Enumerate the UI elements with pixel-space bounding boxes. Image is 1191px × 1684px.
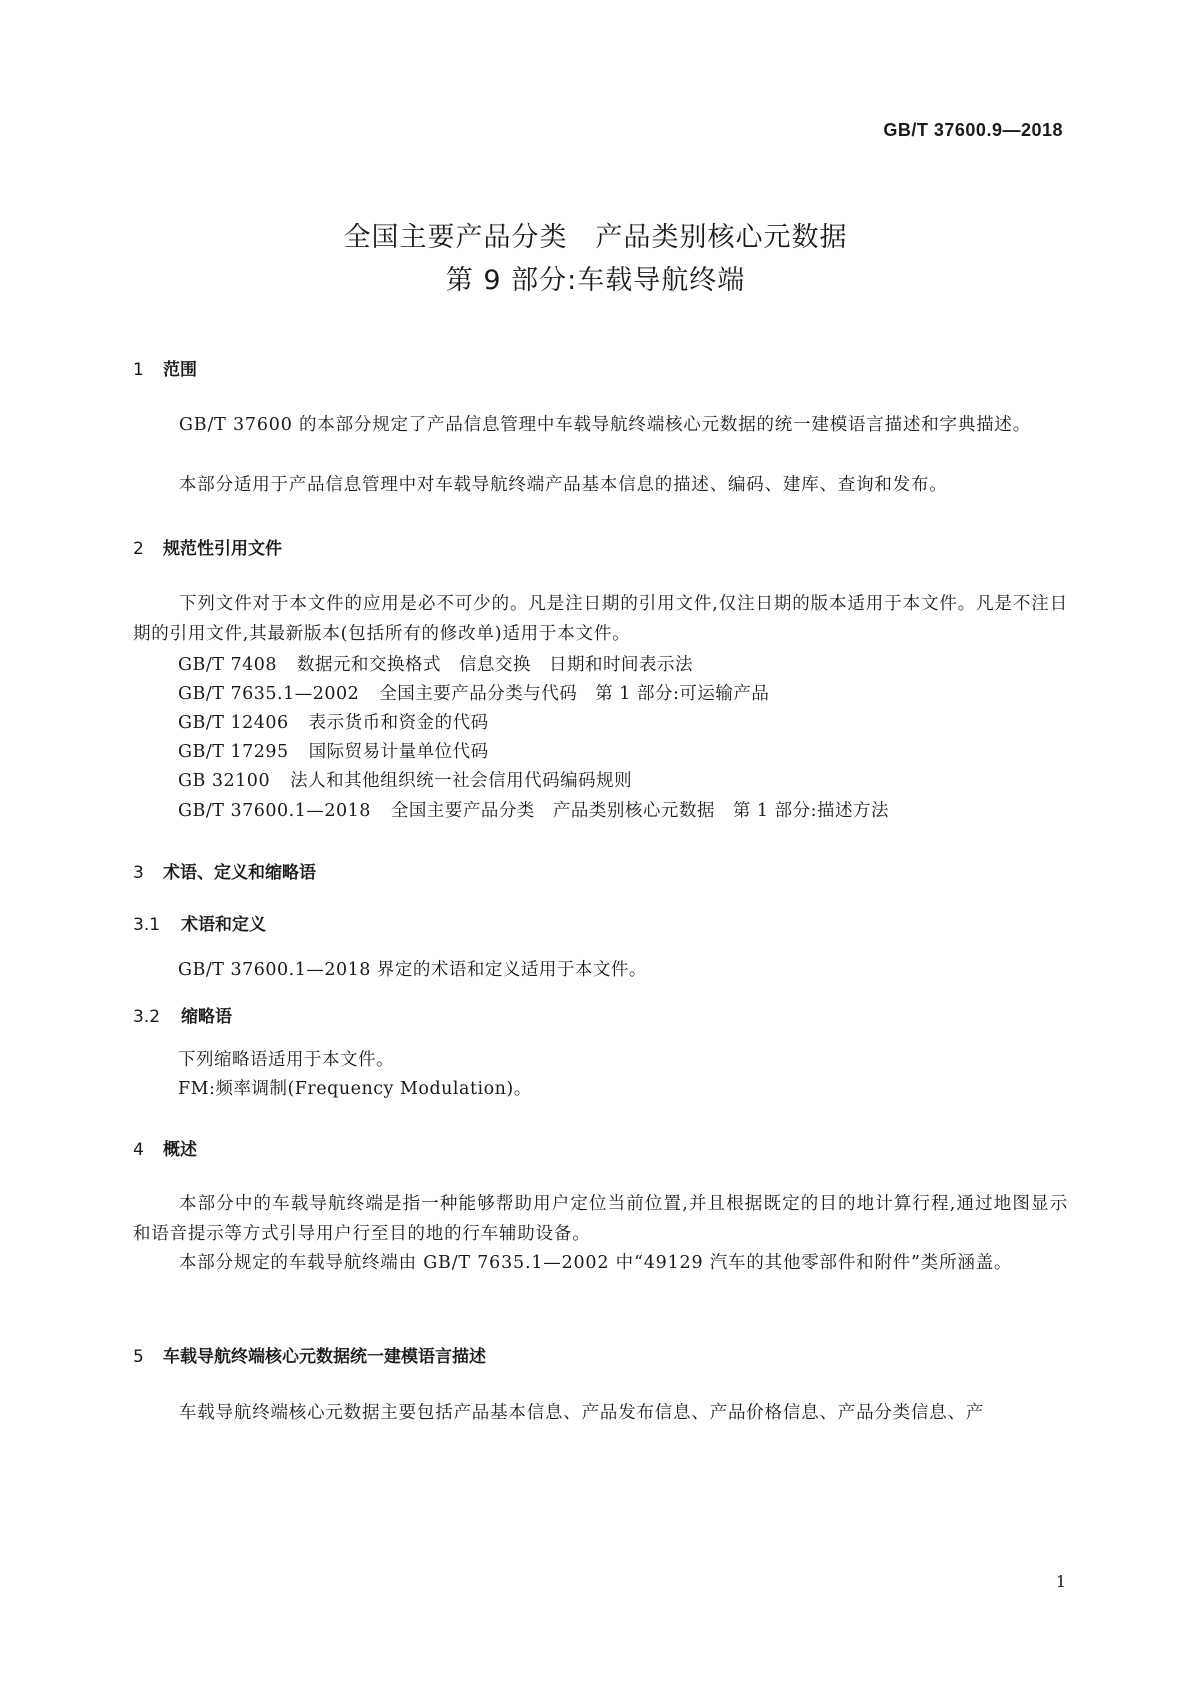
section-title: 缩略语	[181, 1007, 232, 1027]
section-title: 术语和定义	[181, 915, 266, 935]
reference-title: 全国主要产品分类与代码 第 1 部分:可运输产品	[379, 684, 770, 704]
section-number: 2	[133, 539, 144, 559]
reference-code: GB/T 37600.1—2018	[178, 801, 371, 821]
section-1-paragraph-2: 本部分适用于产品信息管理中对车载导航终端产品基本信息的描述、编码、建库、查询和发布。	[179, 475, 948, 495]
reference-item	[178, 680, 769, 705]
section-2-intro: 下列文件对于本文件的应用是必不可少的。凡是注日期的引用文件,仅注日期的版本适用于本文件。凡是不注日期的引用文件,其最新版本(包括所有的修改单)适用于本文件。	[133, 594, 1068, 644]
reference-code: GB/T 7408	[178, 655, 278, 675]
section-title: 术语、定义和缩略语	[163, 863, 316, 883]
section-number: 1	[133, 360, 144, 380]
section-3-heading	[133, 858, 316, 883]
page-number: 1	[1055, 1572, 1066, 1591]
section-number: 3.1	[133, 915, 161, 935]
standard-code: GB/T 37600.9—2018	[883, 120, 1063, 140]
reference-item	[178, 651, 693, 676]
reference-title: 表示货币和资金的代码	[308, 713, 489, 733]
reference-item	[178, 767, 632, 792]
section-3-2-heading	[133, 1002, 232, 1027]
reference-code: GB 32100	[178, 771, 271, 791]
section-title: 概述	[163, 1140, 197, 1160]
reference-code: GB/T 7635.1—2002	[178, 684, 360, 704]
reference-code: GB/T 12406	[178, 713, 289, 733]
reference-code: GB/T 17295	[178, 742, 289, 762]
section-3-1-heading	[133, 910, 266, 935]
section-5-heading	[133, 1342, 486, 1367]
section-3-2-intro: 下列缩略语适用于本文件。	[178, 1050, 394, 1070]
section-1-heading	[133, 355, 197, 380]
section-3-1-text: GB/T 37600.1—2018 界定的术语和定义适用于本文件。	[178, 960, 647, 980]
section-4-paragraph-2: 本部分规定的车载导航终端由 GB/T 7635.1—2002 中“49129 汽车的其他零部件和附件”类所涵盖。	[179, 1253, 1013, 1273]
reference-item	[178, 797, 889, 822]
section-number: 4	[133, 1140, 144, 1160]
section-5-paragraph-1: 车载导航终端核心元数据主要包括产品基本信息、产品发布信息、产品价格信息、产品分类信息、产	[179, 1403, 985, 1423]
document-title-line1: 全国主要产品分类 产品类别核心元数据	[343, 222, 848, 253]
reference-title: 国际贸易计量单位代码	[308, 742, 489, 762]
section-4-paragraph-1: 本部分中的车载导航终端是指一种能够帮助用户定位当前位置,并且根据既定的目的地计算行程,通过地图显示和语音提示等方式引导用户行至目的地的行车辅助设备。	[133, 1194, 1068, 1244]
abbreviation-fm: FM:频率调制(Frequency Modulation)。	[178, 1079, 532, 1099]
reference-item	[178, 709, 489, 734]
section-number: 3	[133, 863, 144, 883]
reference-item	[178, 738, 489, 763]
section-4-heading	[133, 1135, 197, 1160]
reference-title: 法人和其他组织统一社会信用代码编码规则	[290, 771, 633, 791]
section-2-heading	[133, 534, 282, 559]
section-title: 范围	[163, 360, 197, 380]
document-title-line2: 第 9 部分:车载导航终端	[445, 265, 746, 296]
section-1-paragraph-1: GB/T 37600 的本部分规定了产品信息管理中车载导航终端核心元数据的统一建模语言描述和字典描述。	[179, 415, 1031, 435]
reference-title: 全国主要产品分类 产品类别核心元数据 第 1 部分:描述方法	[390, 801, 890, 821]
section-title: 车载导航终端核心元数据统一建模语言描述	[163, 1347, 486, 1367]
section-number: 5	[133, 1347, 144, 1367]
section-title: 规范性引用文件	[163, 539, 282, 559]
section-number: 3.2	[133, 1007, 161, 1027]
reference-title: 数据元和交换格式 信息交换 日期和时间表示法	[297, 655, 694, 675]
